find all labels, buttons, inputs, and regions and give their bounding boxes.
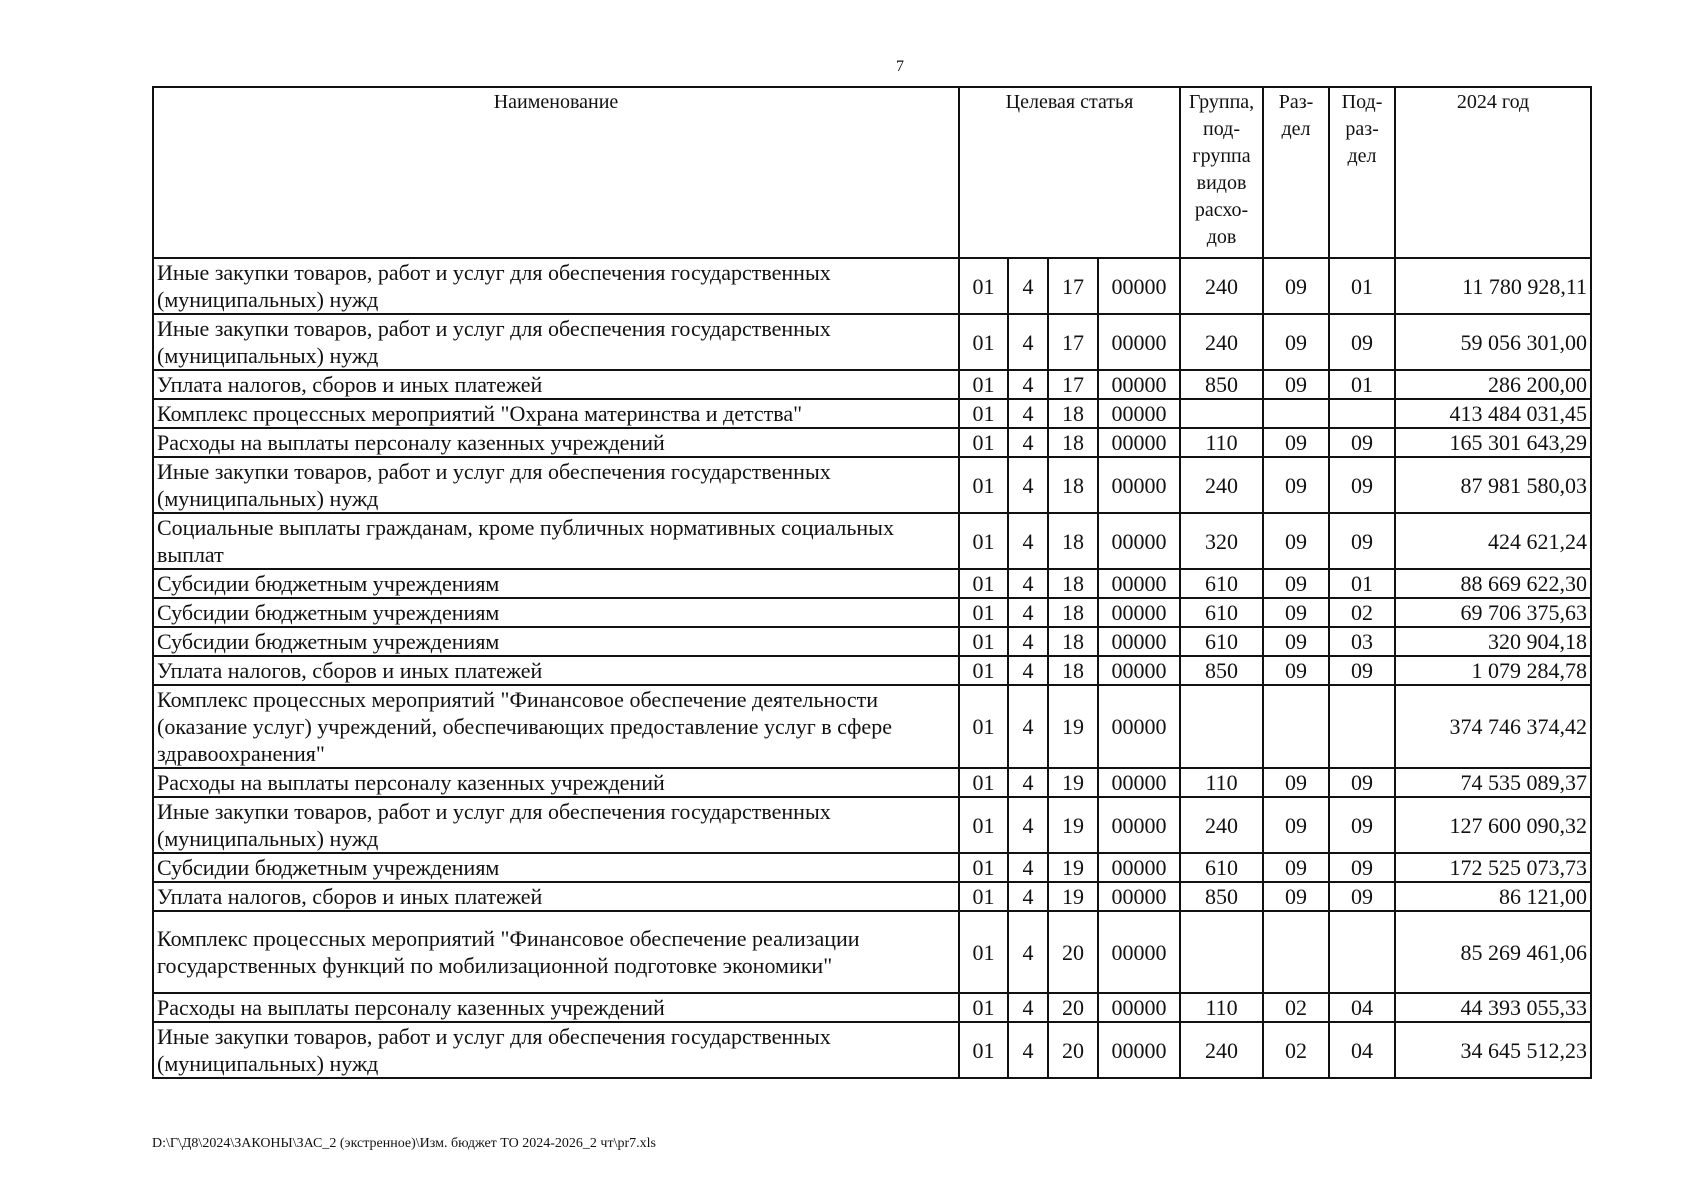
amount: 44 393 055,33 bbox=[1395, 993, 1591, 1022]
subsection: 09 bbox=[1329, 457, 1395, 513]
code-direction: 00000 bbox=[1098, 513, 1180, 569]
section: 09 bbox=[1263, 768, 1329, 797]
expense-group bbox=[1180, 911, 1263, 993]
section: 09 bbox=[1263, 370, 1329, 399]
code-program: 01 bbox=[959, 911, 1008, 993]
code-type: 4 bbox=[1008, 513, 1048, 569]
row-name: Иные закупки товаров, работ и услуг для обеспечения государственных (муниципальных) нужд bbox=[153, 797, 959, 853]
subsection: 01 bbox=[1329, 569, 1395, 598]
code-direction: 00000 bbox=[1098, 685, 1180, 768]
expense-group: 610 bbox=[1180, 569, 1263, 598]
amount: 127 600 090,32 bbox=[1395, 797, 1591, 853]
code-program: 01 bbox=[959, 370, 1008, 399]
header-subsection: Под-раз-дел bbox=[1329, 87, 1395, 258]
code-number: 18 bbox=[1048, 513, 1098, 569]
table-row bbox=[153, 685, 1591, 768]
subsection: 09 bbox=[1329, 882, 1395, 911]
code-type: 4 bbox=[1008, 598, 1048, 627]
code-type: 4 bbox=[1008, 993, 1048, 1022]
amount: 1 079 284,78 bbox=[1395, 656, 1591, 685]
row-name: Комплекс процессных мероприятий "Охрана материнства и детства" bbox=[153, 399, 959, 428]
subsection: 09 bbox=[1329, 314, 1395, 370]
expense-group: 110 bbox=[1180, 993, 1263, 1022]
code-program: 01 bbox=[959, 993, 1008, 1022]
table-row bbox=[153, 569, 1591, 598]
code-type: 4 bbox=[1008, 911, 1048, 993]
code-type: 4 bbox=[1008, 1022, 1048, 1078]
code-program: 01 bbox=[959, 656, 1008, 685]
amount: 34 645 512,23 bbox=[1395, 1022, 1591, 1078]
amount: 59 056 301,00 bbox=[1395, 314, 1591, 370]
code-type: 4 bbox=[1008, 457, 1048, 513]
code-direction: 00000 bbox=[1098, 993, 1180, 1022]
row-name: Расходы на выплаты персоналу казенных учреждений bbox=[153, 768, 959, 797]
section: 02 bbox=[1263, 993, 1329, 1022]
row-name: Расходы на выплаты персоналу казенных учреждений bbox=[153, 993, 959, 1022]
expense-group: 240 bbox=[1180, 1022, 1263, 1078]
code-type: 4 bbox=[1008, 314, 1048, 370]
table-row bbox=[153, 598, 1591, 627]
amount: 86 121,00 bbox=[1395, 882, 1591, 911]
code-program: 01 bbox=[959, 513, 1008, 569]
budget-table bbox=[152, 86, 1592, 1079]
table-row bbox=[153, 1022, 1591, 1078]
section bbox=[1263, 685, 1329, 768]
expense-group: 850 bbox=[1180, 370, 1263, 399]
code-direction: 00000 bbox=[1098, 911, 1180, 993]
code-program: 01 bbox=[959, 627, 1008, 656]
table-row bbox=[153, 258, 1591, 314]
table-row bbox=[153, 513, 1591, 569]
code-direction: 00000 bbox=[1098, 656, 1180, 685]
expense-group: 320 bbox=[1180, 513, 1263, 569]
subsection: 02 bbox=[1329, 598, 1395, 627]
row-name: Субсидии бюджетным учреждениям bbox=[153, 627, 959, 656]
code-type: 4 bbox=[1008, 428, 1048, 457]
section: 02 bbox=[1263, 1022, 1329, 1078]
expense-group bbox=[1180, 399, 1263, 428]
expense-group: 610 bbox=[1180, 598, 1263, 627]
subsection: 09 bbox=[1329, 656, 1395, 685]
table-row bbox=[153, 314, 1591, 370]
section: 09 bbox=[1263, 853, 1329, 882]
code-program: 01 bbox=[959, 797, 1008, 853]
row-name: Уплата налогов, сборов и иных платежей bbox=[153, 656, 959, 685]
code-type: 4 bbox=[1008, 853, 1048, 882]
row-name: Иные закупки товаров, работ и услуг для обеспечения государственных (муниципальных) нужд bbox=[153, 314, 959, 370]
table-row bbox=[153, 457, 1591, 513]
code-number: 19 bbox=[1048, 685, 1098, 768]
section: 09 bbox=[1263, 513, 1329, 569]
section bbox=[1263, 399, 1329, 428]
expense-group: 240 bbox=[1180, 314, 1263, 370]
section: 09 bbox=[1263, 627, 1329, 656]
section bbox=[1263, 911, 1329, 993]
code-type: 4 bbox=[1008, 569, 1048, 598]
header-year: 2024 год bbox=[1395, 87, 1591, 258]
file-path-footer: D:\Г\Д8\2024\ЗАКОНЫ\ЗАС_2 (экстренное)\Изм. бюджет ТО 2024-2026_2 чт\pr7.xls bbox=[152, 1136, 656, 1151]
code-program: 01 bbox=[959, 457, 1008, 513]
subsection: 09 bbox=[1329, 853, 1395, 882]
amount: 424 621,24 bbox=[1395, 513, 1591, 569]
amount: 165 301 643,29 bbox=[1395, 428, 1591, 457]
code-type: 4 bbox=[1008, 258, 1048, 314]
code-number: 18 bbox=[1048, 569, 1098, 598]
table-row bbox=[153, 797, 1591, 853]
amount: 11 780 928,11 bbox=[1395, 258, 1591, 314]
amount: 172 525 073,73 bbox=[1395, 853, 1591, 882]
code-type: 4 bbox=[1008, 627, 1048, 656]
row-name: Комплекс процессных мероприятий "Финансовое обеспечение реализации государственных функций по мобилизационной подготовке экономики" bbox=[153, 911, 959, 993]
section: 09 bbox=[1263, 797, 1329, 853]
code-direction: 00000 bbox=[1098, 1022, 1180, 1078]
code-direction: 00000 bbox=[1098, 569, 1180, 598]
section: 09 bbox=[1263, 314, 1329, 370]
code-direction: 00000 bbox=[1098, 882, 1180, 911]
table-header-row bbox=[153, 87, 1591, 258]
table-row bbox=[153, 882, 1591, 911]
section: 09 bbox=[1263, 428, 1329, 457]
expense-group: 110 bbox=[1180, 768, 1263, 797]
code-type: 4 bbox=[1008, 797, 1048, 853]
row-name: Уплата налогов, сборов и иных платежей bbox=[153, 882, 959, 911]
section: 09 bbox=[1263, 457, 1329, 513]
subsection bbox=[1329, 911, 1395, 993]
table-row bbox=[153, 853, 1591, 882]
row-name: Субсидии бюджетным учреждениям bbox=[153, 853, 959, 882]
table-row bbox=[153, 993, 1591, 1022]
row-name: Расходы на выплаты персоналу казенных учреждений bbox=[153, 428, 959, 457]
code-number: 18 bbox=[1048, 399, 1098, 428]
amount: 320 904,18 bbox=[1395, 627, 1591, 656]
expense-group: 240 bbox=[1180, 457, 1263, 513]
code-type: 4 bbox=[1008, 399, 1048, 428]
code-program: 01 bbox=[959, 314, 1008, 370]
row-name: Социальные выплаты гражданам, кроме публичных нормативных социальных выплат bbox=[153, 513, 959, 569]
expense-group: 610 bbox=[1180, 627, 1263, 656]
row-name: Комплекс процессных мероприятий "Финансовое обеспечение деятельности (оказание услуг) учреждений, обеспечивающих предоставление услуг в сфере здравоохранения" bbox=[153, 685, 959, 768]
row-name: Иные закупки товаров, работ и услуг для обеспечения государственных (муниципальных) нужд bbox=[153, 457, 959, 513]
section: 09 bbox=[1263, 598, 1329, 627]
code-program: 01 bbox=[959, 685, 1008, 768]
amount: 87 981 580,03 bbox=[1395, 457, 1591, 513]
subsection bbox=[1329, 399, 1395, 428]
code-number: 17 bbox=[1048, 370, 1098, 399]
header-section: Раз-дел bbox=[1263, 87, 1329, 258]
code-number: 19 bbox=[1048, 768, 1098, 797]
amount: 69 706 375,63 bbox=[1395, 598, 1591, 627]
section: 09 bbox=[1263, 258, 1329, 314]
expense-group: 110 bbox=[1180, 428, 1263, 457]
amount: 85 269 461,06 bbox=[1395, 911, 1591, 993]
code-program: 01 bbox=[959, 399, 1008, 428]
code-number: 20 bbox=[1048, 911, 1098, 993]
header-target-article: Целевая статья bbox=[959, 87, 1180, 258]
code-type: 4 bbox=[1008, 768, 1048, 797]
code-number: 19 bbox=[1048, 797, 1098, 853]
amount: 374 746 374,42 bbox=[1395, 685, 1591, 768]
expense-group: 240 bbox=[1180, 258, 1263, 314]
amount: 74 535 089,37 bbox=[1395, 768, 1591, 797]
header-expense-group: Группа, под-группа видов расхо-дов bbox=[1180, 87, 1263, 258]
code-type: 4 bbox=[1008, 685, 1048, 768]
subsection: 09 bbox=[1329, 797, 1395, 853]
row-name: Субсидии бюджетным учреждениям bbox=[153, 598, 959, 627]
subsection: 09 bbox=[1329, 513, 1395, 569]
row-name: Иные закупки товаров, работ и услуг для обеспечения государственных (муниципальных) нужд bbox=[153, 258, 959, 314]
code-direction: 00000 bbox=[1098, 598, 1180, 627]
code-program: 01 bbox=[959, 1022, 1008, 1078]
code-direction: 00000 bbox=[1098, 314, 1180, 370]
code-program: 01 bbox=[959, 853, 1008, 882]
code-program: 01 bbox=[959, 258, 1008, 314]
code-direction: 00000 bbox=[1098, 428, 1180, 457]
code-direction: 00000 bbox=[1098, 457, 1180, 513]
subsection bbox=[1329, 685, 1395, 768]
code-program: 01 bbox=[959, 768, 1008, 797]
code-type: 4 bbox=[1008, 656, 1048, 685]
row-name: Субсидии бюджетным учреждениям bbox=[153, 569, 959, 598]
code-number: 18 bbox=[1048, 457, 1098, 513]
code-number: 18 bbox=[1048, 428, 1098, 457]
table-row bbox=[153, 370, 1591, 399]
code-direction: 00000 bbox=[1098, 399, 1180, 428]
amount: 413 484 031,45 bbox=[1395, 399, 1591, 428]
subsection: 04 bbox=[1329, 993, 1395, 1022]
code-direction: 00000 bbox=[1098, 797, 1180, 853]
subsection: 09 bbox=[1329, 768, 1395, 797]
table-row bbox=[153, 768, 1591, 797]
section: 09 bbox=[1263, 569, 1329, 598]
code-program: 01 bbox=[959, 882, 1008, 911]
code-direction: 00000 bbox=[1098, 768, 1180, 797]
expense-group: 610 bbox=[1180, 853, 1263, 882]
page-number: 7 bbox=[896, 58, 904, 75]
code-number: 17 bbox=[1048, 314, 1098, 370]
amount: 88 669 622,30 bbox=[1395, 569, 1591, 598]
expense-group: 850 bbox=[1180, 882, 1263, 911]
row-name: Уплата налогов, сборов и иных платежей bbox=[153, 370, 959, 399]
code-direction: 00000 bbox=[1098, 370, 1180, 399]
expense-group bbox=[1180, 685, 1263, 768]
amount: 286 200,00 bbox=[1395, 370, 1591, 399]
expense-group: 850 bbox=[1180, 656, 1263, 685]
code-direction: 00000 bbox=[1098, 258, 1180, 314]
subsection: 04 bbox=[1329, 1022, 1395, 1078]
table-row bbox=[153, 428, 1591, 457]
code-number: 20 bbox=[1048, 1022, 1098, 1078]
code-number: 20 bbox=[1048, 993, 1098, 1022]
table-row bbox=[153, 911, 1591, 993]
code-program: 01 bbox=[959, 428, 1008, 457]
row-name: Иные закупки товаров, работ и услуг для обеспечения государственных (муниципальных) нужд bbox=[153, 1022, 959, 1078]
header-name: Наименование bbox=[153, 87, 959, 258]
subsection: 09 bbox=[1329, 428, 1395, 457]
table-row bbox=[153, 399, 1591, 428]
code-direction: 00000 bbox=[1098, 627, 1180, 656]
code-program: 01 bbox=[959, 598, 1008, 627]
code-direction: 00000 bbox=[1098, 853, 1180, 882]
subsection: 01 bbox=[1329, 370, 1395, 399]
code-number: 17 bbox=[1048, 258, 1098, 314]
code-type: 4 bbox=[1008, 370, 1048, 399]
code-number: 19 bbox=[1048, 882, 1098, 911]
code-number: 18 bbox=[1048, 656, 1098, 685]
code-program: 01 bbox=[959, 569, 1008, 598]
subsection: 03 bbox=[1329, 627, 1395, 656]
section: 09 bbox=[1263, 882, 1329, 911]
expense-group: 240 bbox=[1180, 797, 1263, 853]
code-number: 18 bbox=[1048, 598, 1098, 627]
code-number: 19 bbox=[1048, 853, 1098, 882]
subsection: 01 bbox=[1329, 258, 1395, 314]
code-number: 18 bbox=[1048, 627, 1098, 656]
table-row bbox=[153, 627, 1591, 656]
code-type: 4 bbox=[1008, 882, 1048, 911]
table-row bbox=[153, 656, 1591, 685]
section: 09 bbox=[1263, 656, 1329, 685]
